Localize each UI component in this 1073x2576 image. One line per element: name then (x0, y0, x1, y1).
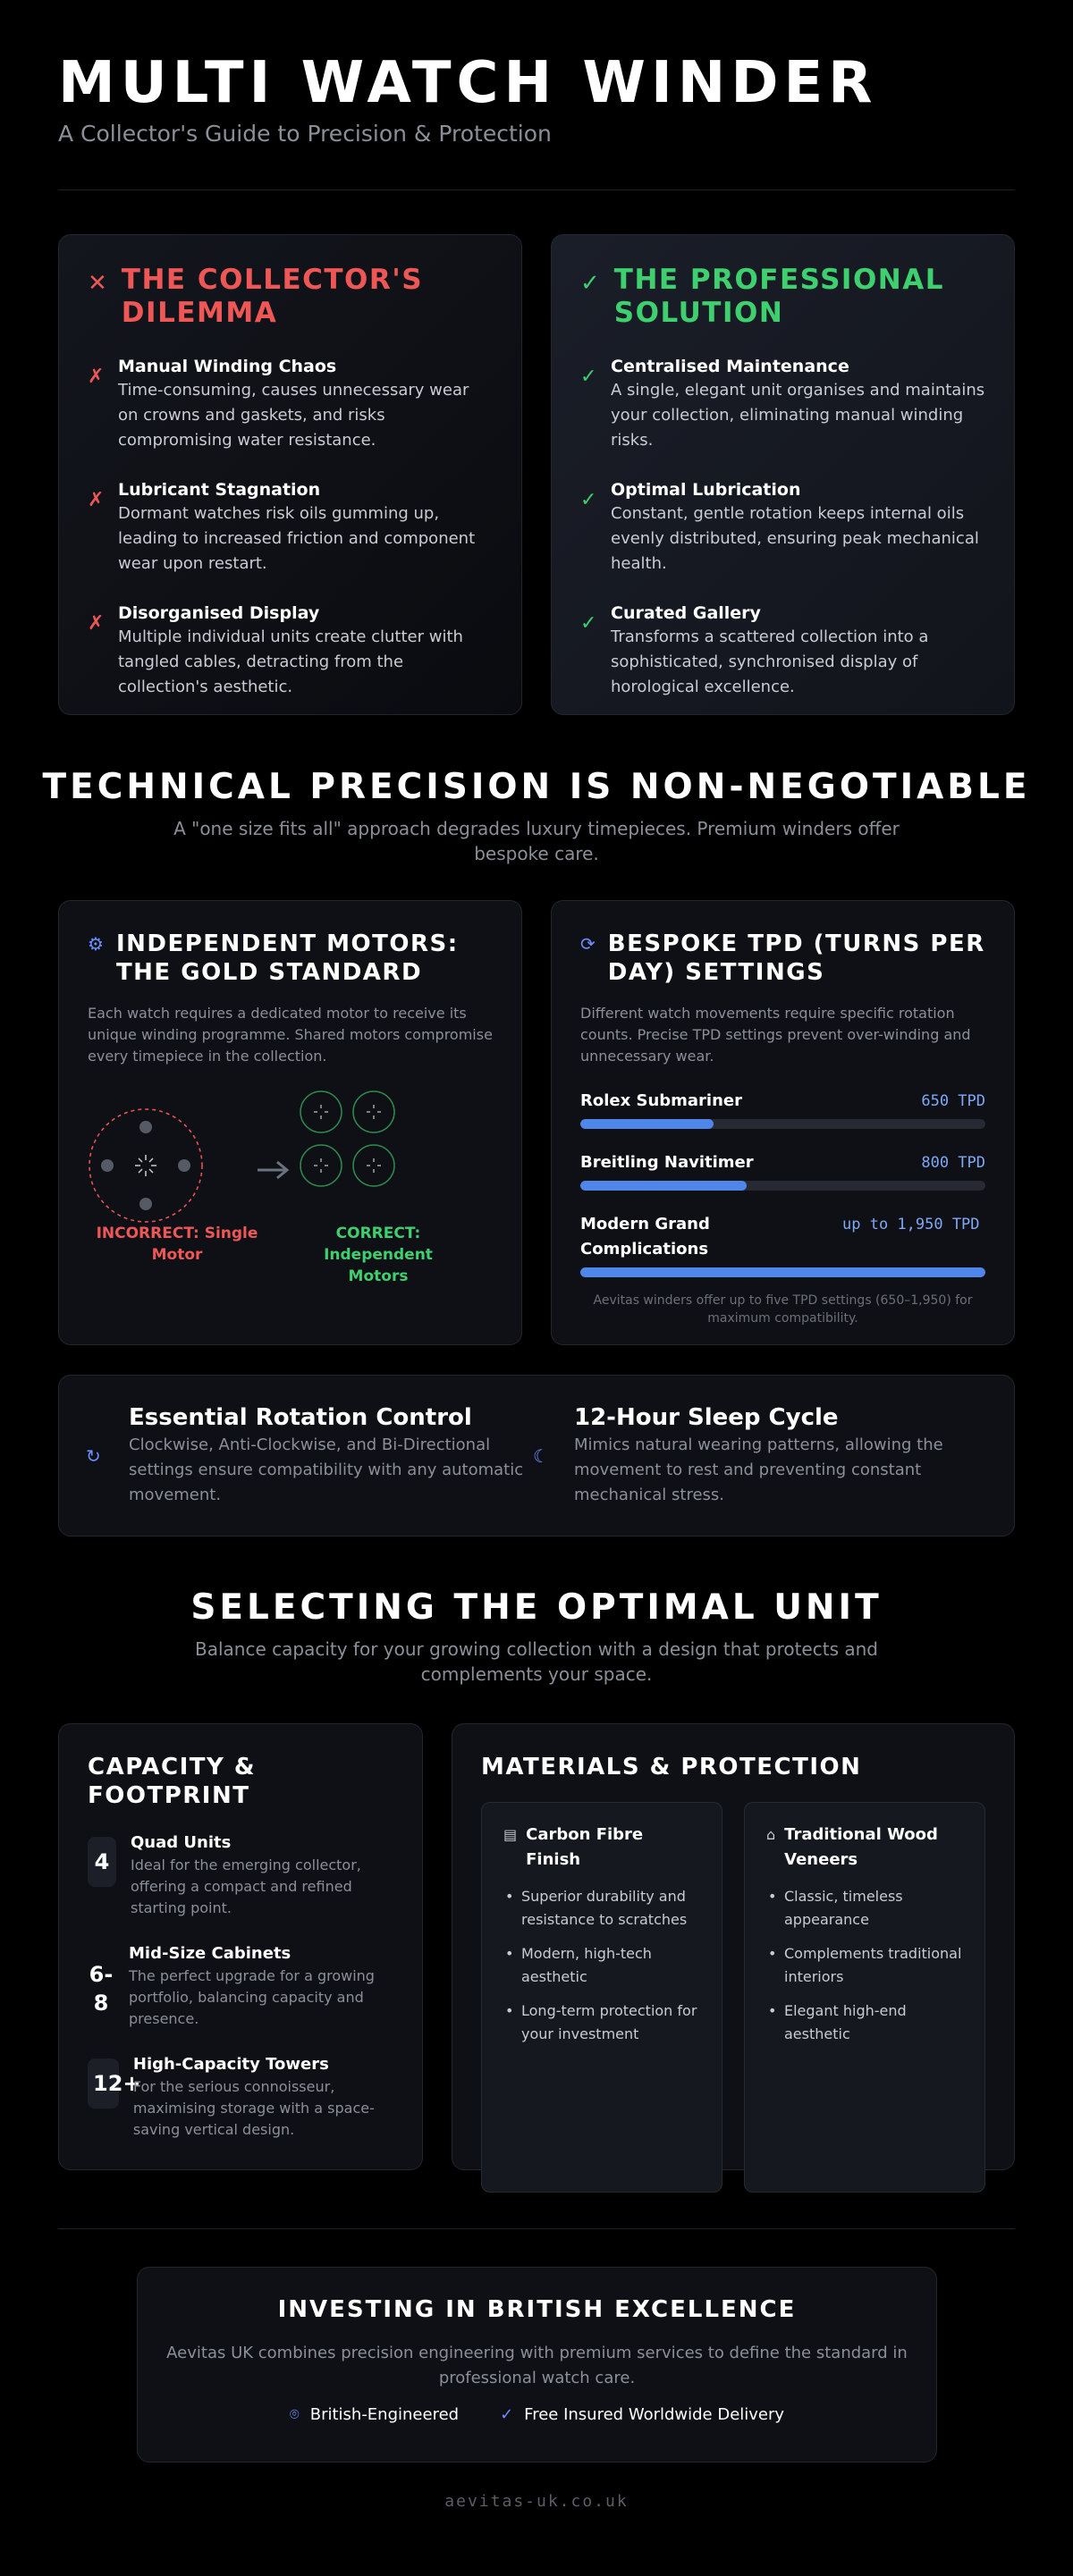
item-title: Disorganised Display (118, 603, 320, 623)
tpd-text: Different watch movements require specific rotation counts. Precise TPD settings prevent over-winding and unnecessary wear. (580, 1005, 971, 1065)
check-icon: ✓ (580, 366, 597, 388)
precision-section-header (0, 767, 1073, 866)
capacity-number: 6-8 (89, 1962, 114, 2016)
carbon-fibre-panel (481, 1802, 722, 2193)
capacity-card (58, 1723, 423, 2170)
x-icon: ✕ (88, 270, 107, 297)
list-item (580, 478, 985, 577)
sleep-cycle (574, 1402, 985, 1508)
footer-card (137, 2267, 937, 2462)
motors-text: Each watch requires a dedicated motor to receive its unique winding programme. Shared motors compromise every timepiece in the collection. (88, 1005, 493, 1065)
footer-text: Aevitas UK combines precision engineering with premium services to define the standard in professional watch care. (166, 2344, 908, 2387)
page-subtitle: A Collector's Guide to Precision & Protection (58, 121, 552, 147)
cross-icon: ✗ (88, 366, 105, 388)
correct-label: CORRECT: Independent Motors (324, 1225, 433, 1285)
tpd-card (551, 900, 1015, 1345)
material-bullet: • Complements traditional interiors (766, 1942, 963, 1989)
material-bullet: • Elegant high-end aesthetic (766, 1999, 963, 2046)
material-bullet: • Classic, timeless appearance (766, 1885, 963, 1932)
capacity-number: 12+ (88, 2058, 119, 2109)
list-item (88, 478, 493, 577)
motors-card (58, 900, 522, 1345)
badge-label: Free Insured Worldwide Delivery (524, 2405, 785, 2424)
item-title: Curated Gallery (611, 603, 761, 623)
item-title: Centralised Maintenance (611, 357, 849, 376)
capacity-item-title: Mid-Size Cabinets (129, 1944, 291, 1963)
item-title: Lubricant Stagnation (118, 480, 321, 500)
tpd-bar (580, 1181, 985, 1191)
capacity-item-text: The perfect upgrade for a growing portfolio, balancing capacity and presence. (129, 1967, 375, 2027)
rotation-text: Clockwise, Anti-Clockwise, and Bi-Directional settings ensure compatibility with any automatic movement. (129, 1435, 524, 1504)
badge-label: British-Engineered (309, 2405, 460, 2424)
wood-veneer-panel (744, 1802, 985, 2193)
tpd-bar-fill (580, 1119, 714, 1129)
material-bullet: • Modern, high-tech aesthetic (503, 1942, 700, 1989)
section-subtitle: Balance capacity for your growing collection with a design that protects and complements your space. (195, 1638, 878, 1685)
capacity-item-title: Quad Units (131, 1833, 232, 1852)
item-title: Optimal Lubrication (611, 480, 801, 500)
rotation-title: Essential Rotation Control (129, 1404, 472, 1431)
capacity-item (88, 2053, 393, 2141)
item-text: A single, elegant unit organises and maintains your collection, eliminating manual winding risks. (611, 381, 985, 450)
page-header (58, 49, 1015, 147)
motors-title: INDEPENDENT MOTORS: THE GOLD STANDARD (115, 930, 459, 986)
badge-british (290, 2405, 459, 2424)
list-item (580, 355, 985, 453)
gear-icon: ⚙ (88, 933, 104, 955)
incorrect-label: INCORRECT: Single Motor (96, 1225, 258, 1264)
watch-slot (101, 1159, 114, 1172)
solution-title: THE PROFESSIONAL SOLUTION (613, 264, 944, 329)
tpd-row (580, 1212, 985, 1277)
section-subtitle: A "one size fits all" approach degrades luxury timepieces. Premium winders offer bespoke care. (173, 818, 900, 864)
material-title: Carbon Fibre Finish (526, 1825, 644, 1869)
tpd-bar-fill (580, 1267, 985, 1277)
capacity-item-text: For the serious connoisseur, maximising storage with a space-saving vertical design. (132, 2078, 375, 2138)
tpd-bar (580, 1119, 985, 1129)
tpd-bar (580, 1267, 985, 1277)
page-title: MULTI WATCH WINDER (58, 50, 878, 116)
material-title: Traditional Wood Veneers (784, 1825, 938, 1869)
archive-box-icon: ▤ (503, 1826, 518, 1843)
list-item (88, 355, 493, 453)
capacity-item-title: High-Capacity Towers (132, 2055, 329, 2074)
item-text: Transforms a scattered collection into a sophisticated, synchronised display of horological excellence. (611, 627, 929, 696)
solution-card (551, 234, 1015, 715)
divider (58, 2228, 1015, 2229)
item-text: Multiple individual units create clutter with tangled cables, detracting from the collection's aesthetic. (118, 627, 463, 696)
footer-badges (138, 2405, 936, 2424)
watch-slot (139, 1121, 152, 1133)
map-pin-icon: ⌾ (289, 2405, 300, 2424)
watch-slot (139, 1198, 152, 1210)
materials-title: MATERIALS & PROTECTION (481, 1754, 862, 1780)
divider (58, 189, 1015, 190)
watch-name: Breitling Navitimer (580, 1153, 754, 1172)
item-text: Dormant watches risk oils gumming up, leading to increased friction and component wear upon restart. (118, 504, 476, 573)
independent-motors (300, 1091, 394, 1186)
item-text: Time-consuming, causes unnecessary wear on crowns and gaskets, and risks compromising water resistance. (118, 381, 469, 450)
tpd-value: up to 1,950 TPD (842, 1216, 980, 1233)
check-icon: ✓ (580, 489, 597, 511)
footer-title: INVESTING IN BRITISH EXCELLENCE (277, 2296, 797, 2323)
tpd-bar-fill (580, 1181, 747, 1191)
badge-delivery (500, 2405, 784, 2424)
capacity-title: CAPACITY & FOOTPRINT (88, 1754, 257, 1809)
controls-card (58, 1375, 1015, 1536)
capacity-item (88, 1942, 393, 2030)
list-item (88, 602, 493, 700)
section-title: SELECTING THE OPTIMAL UNIT (190, 1587, 883, 1628)
watch-name: Modern Grand Complications (580, 1215, 710, 1259)
item-text: Constant, gentle rotation keeps internal oils evenly distributed, ensuring peak mechanical health. (611, 504, 979, 573)
rotate-icon: ↻ (86, 1445, 101, 1467)
item-title: Manual Winding Chaos (118, 357, 337, 376)
material-bullet: • Long-term protection for your investment (503, 1999, 700, 2046)
tpd-value: 800 TPD (921, 1154, 985, 1172)
dilemma-title: THE COLLECTOR'S DILEMMA (121, 264, 424, 329)
refresh-icon: ⟳ (580, 933, 596, 955)
check-icon: ✓ (580, 270, 600, 297)
watch-slot (178, 1159, 190, 1172)
capacity-number: 4 (88, 1837, 116, 1887)
sleep-title: 12-Hour Sleep Cycle (574, 1404, 839, 1431)
tpd-value: 650 TPD (921, 1092, 985, 1110)
tpd-row (580, 1089, 985, 1129)
check-icon: ✓ (580, 612, 597, 635)
dilemma-card (58, 234, 522, 715)
tag-icon: ⌂ (766, 1826, 776, 1843)
tpd-note: Aevitas winders offer up to five TPD settings (650–1,950) for maximum compatibility. (593, 1293, 973, 1326)
rotation-control (129, 1402, 533, 1508)
footer-url[interactable]: aevitas-uk.co.uk (444, 2492, 629, 2511)
watch-name: Rolex Submariner (580, 1091, 742, 1110)
list-item (580, 602, 985, 700)
cross-icon: ✗ (88, 612, 105, 635)
section-title: TECHNICAL PRECISION IS NON-NEGOTIABLE (42, 767, 1031, 807)
check-circle-icon: ✓ (500, 2405, 514, 2424)
sleep-text: Mimics natural wearing patterns, allowing the movement to rest and preventing constant mechanical stress. (574, 1435, 943, 1504)
moon-icon: ☾ (533, 1445, 549, 1467)
tpd-title: BESPOKE TPD (TURNS PER DAY) SETTINGS (607, 930, 985, 986)
material-bullet: • Superior durability and resistance to scratches (503, 1885, 700, 1932)
arrow-right-icon (258, 1162, 287, 1178)
motor-icon (135, 1155, 156, 1176)
tpd-row (580, 1150, 985, 1191)
capacity-item (88, 1831, 393, 1919)
capacity-item-text: Ideal for the emerging collector, offering a compact and refined starting point. (131, 1856, 361, 1916)
selecting-section-header (0, 1587, 1073, 1687)
cross-icon: ✗ (88, 489, 105, 511)
